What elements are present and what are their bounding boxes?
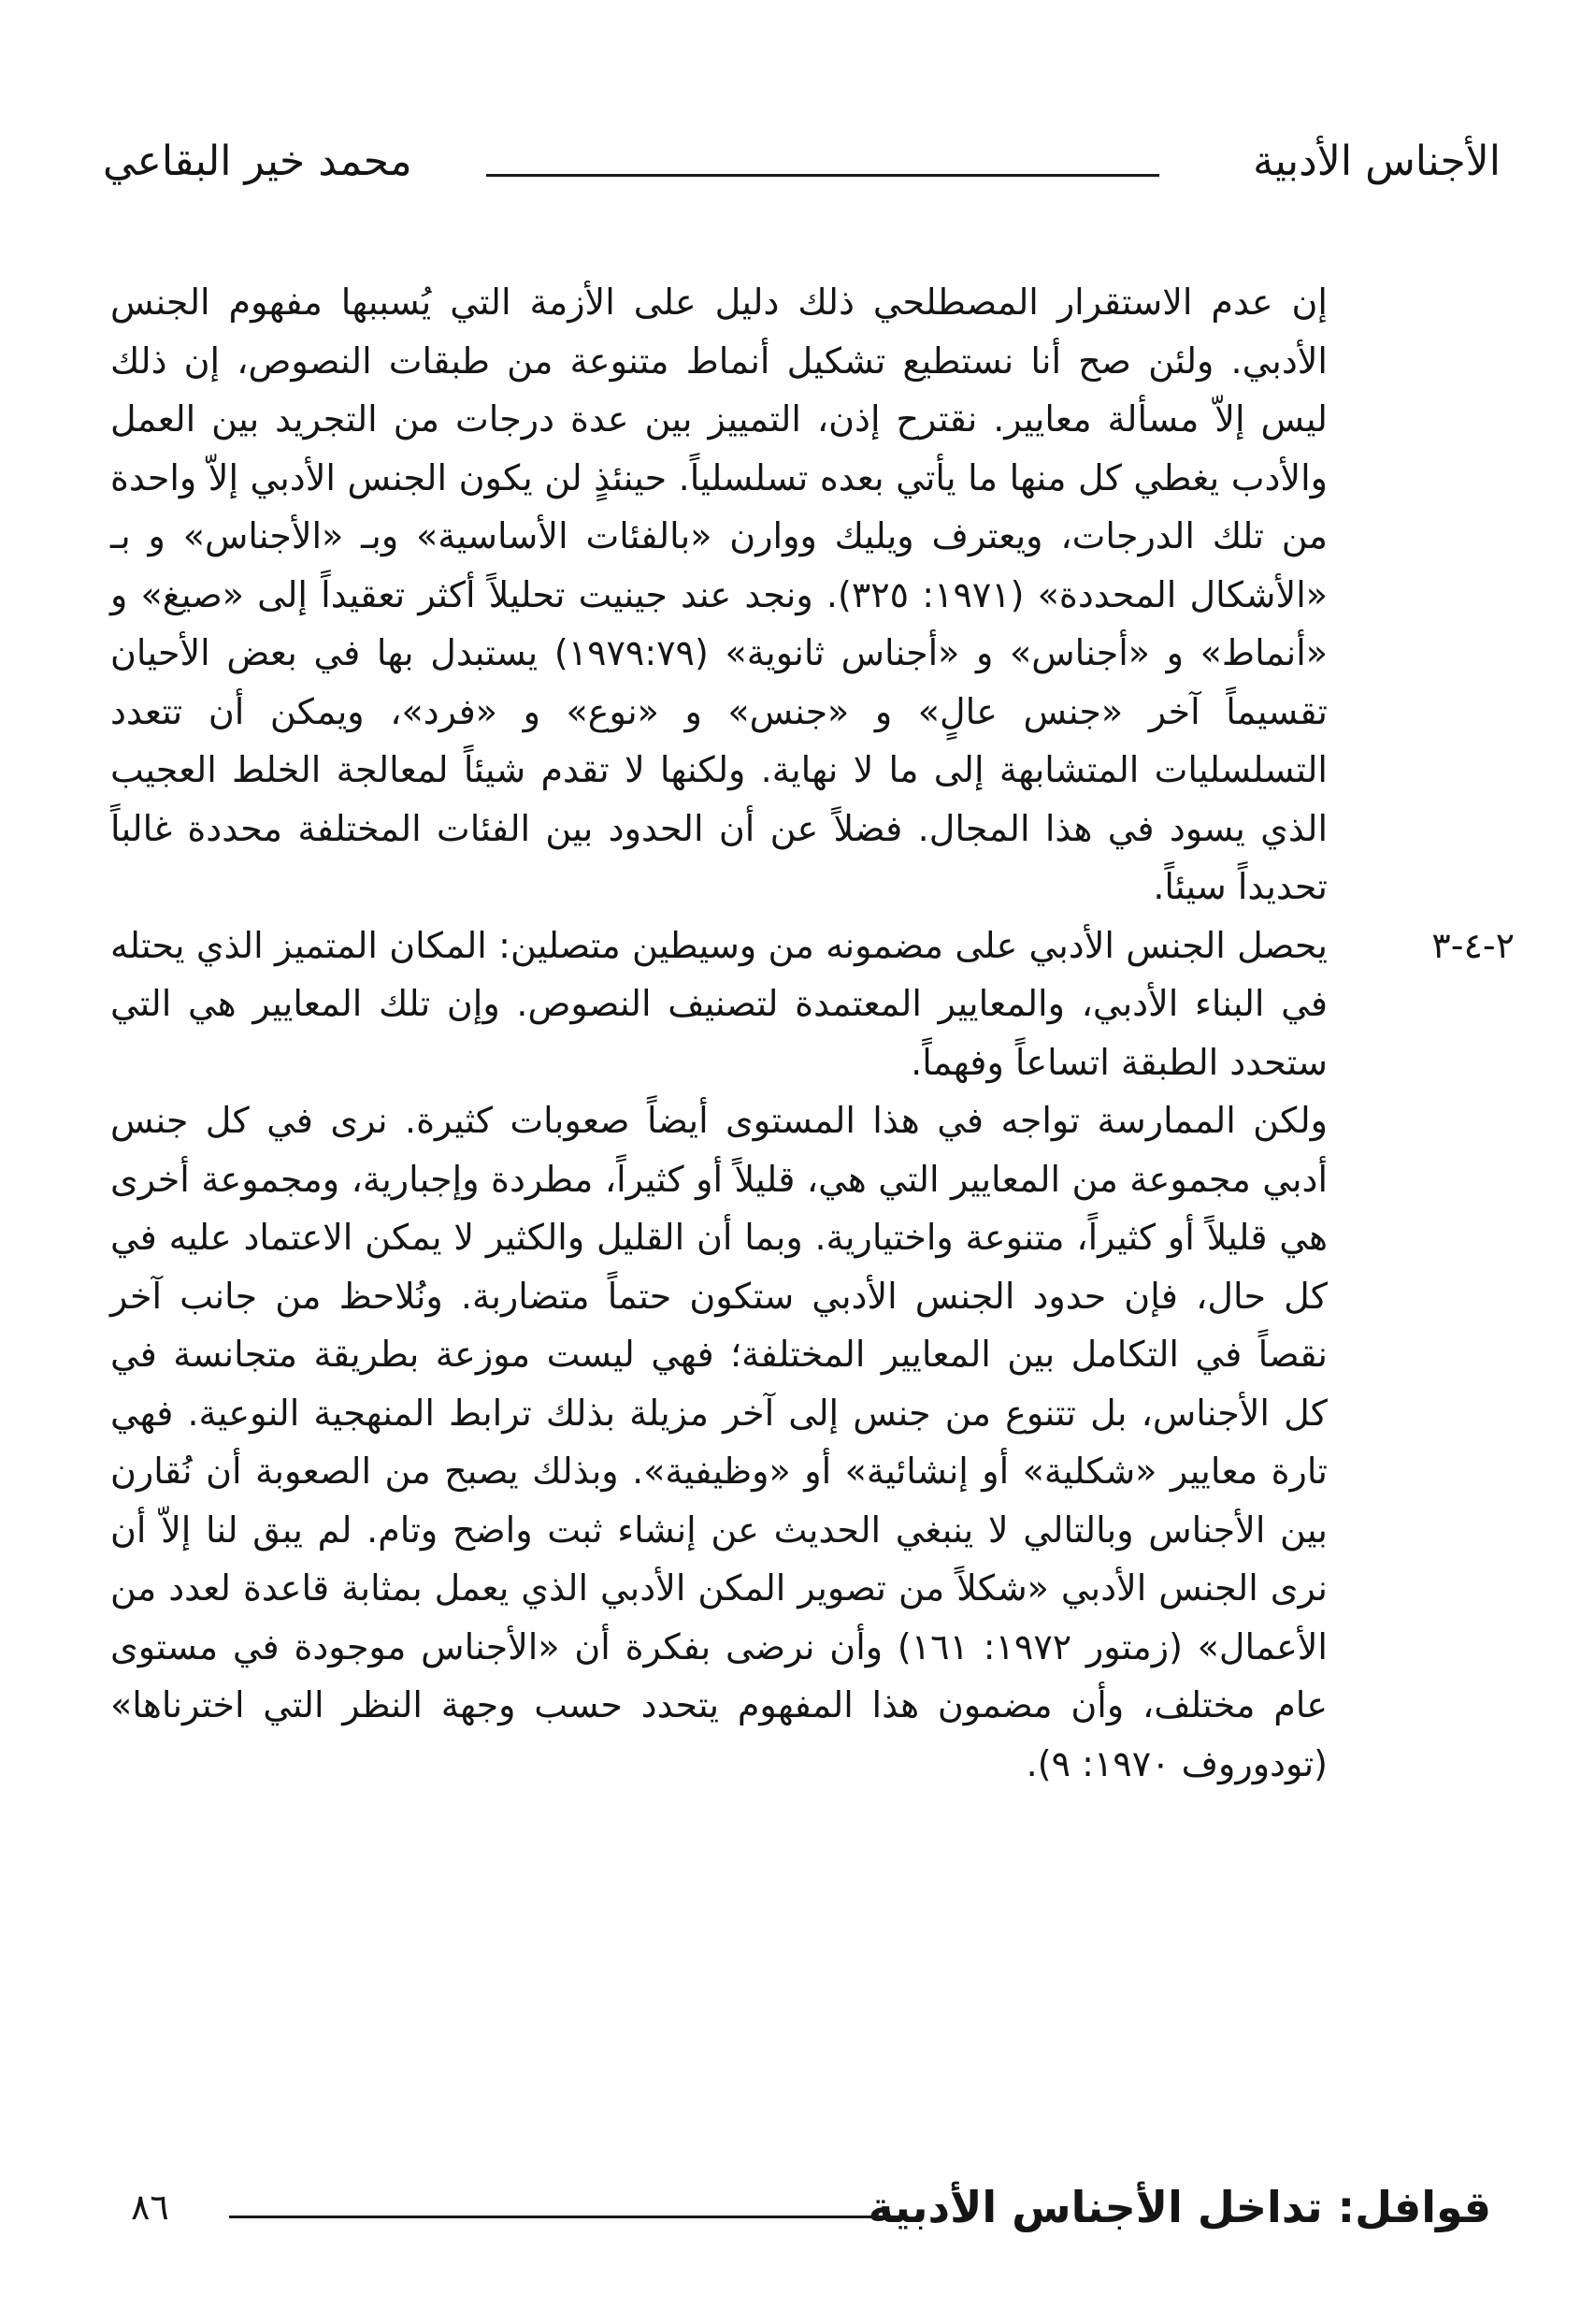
- body-paragraph: إن عدم الاستقرار المصطلحي ذلك دليل على الأزمة التي يُسببها مفهوم الجنس الأدبي. ولئن صح أنا نستطيع تشكيل أنماط متنوعة من طبقات النصوص، إن ذلك ليس إلاّ مسألة معايير. نقترح إذن، التمييز بين عدة درجات من التجريد بين العمل والأدب يغطي كل منها ما يأتي بعده تسلسلياً. حينئذٍ لن يكون الجنس الأدبي إلاّ واحدة من تلك الدرجات، ويعترف ويليك ووارن «بالفئات الأساسية» وبـ «الأجناس» و بـ «الأشكال المحددة» (١٩٧١: ٣٢٥). ونجد عند جينيت تحليلاً أكثر تعقيداً إلى «صيغ» و «أنماط» و «أجناس» و «أجناس ثانوية» (١٩٧٩:٧٩) يستبدل بها في بعض الأحيان تقسيماً آخر «جنس عالٍ» و «جنس» و «نوع» و «فرد»، ويمكن أن تتعدد التسلسليات المتشابهة إلى ما لا نهاية. ولكنها لا تقدم شيئاً لمعالجة الخلط العجيب الذي يسود في هذا المجال. فضلاً عن أن الحدود بين الفئات المختلفة محددة غالباً تحديداً سيئاً.: [110, 281, 1328, 907]
- book-title: الأجناس الأدبية: [1253, 137, 1501, 185]
- header-rule: [486, 174, 1159, 177]
- page-number: ٨٦: [131, 2187, 169, 2228]
- page-header: [103, 129, 1501, 195]
- series-title: قوافل: تداخل الأجناس الأدبية: [868, 2182, 1491, 2232]
- numbered-section: [110, 917, 1515, 1092]
- author-name: محمد خير البقاعي: [103, 137, 412, 185]
- body-paragraph: يحصل الجنس الأدبي على مضمونه من وسيطين متصلين: المكان المتميز الذي يحتله في البناء الأدبي، والمعايير المعتمدة لتصنيف النصوص. وإن تلك المعايير هي التي ستحدد الطبقة اتساعاً وفهماً.: [110, 924, 1328, 1083]
- section-number: ٢-٤-٣: [1431, 924, 1515, 966]
- page-footer: [131, 2174, 1491, 2240]
- page-body: [110, 273, 1515, 1793]
- footer-rule: [229, 2216, 902, 2218]
- body-paragraph: ولكن الممارسة تواجه في هذا المستوى أيضاً صعوبات كثيرة. نرى في كل جنس أدبي مجموعة من المعايير التي هي، قليلاً أو كثيراً، مطردة وإجبارية، ومجموعة أخرى هي قليلاً أو كثيراً، متنوعة واختيارية. وبما أن القليل والكثير لا يمكن الاعتماد عليه في كل حال، فإن حدود الجنس الأدبي ستكون حتماً متضاربة. ونُلاحظ من جانب آخر نقصاً في التكامل بين المعايير المختلفة؛ فهي ليست موزعة بطريقة متجانسة في كل الأجناس، بل تتنوع من جنس إلى آخر مزيلة بذلك ترابط المنهجية النوعية. فهي تارة معايير «شكلية» أو إنشائية» أو «وظيفية». وبذلك يصبح من الصعوبة أن نُقارن بين الأجناس وبالتالي لا ينبغي الحديث عن إنشاء ثبت واضح وتام. لم يبق لنا إلاّ أن نرى الجنس الأدبي «شكلاً من تصوير المكن الأدبي الذي يعمل بمثابة قاعدة لعدد من الأعمال» (زمتور ١٩٧٢: ١٦١) وأن نرضى بفكرة أن «الأجناس موجودة في مستوى عام مختلف، وأن مضمون هذا المفهوم يتحدد حسب وجهة النظر التي اخترناها» (تودوروف ١٩٧٠: ٩).: [110, 1100, 1328, 1784]
